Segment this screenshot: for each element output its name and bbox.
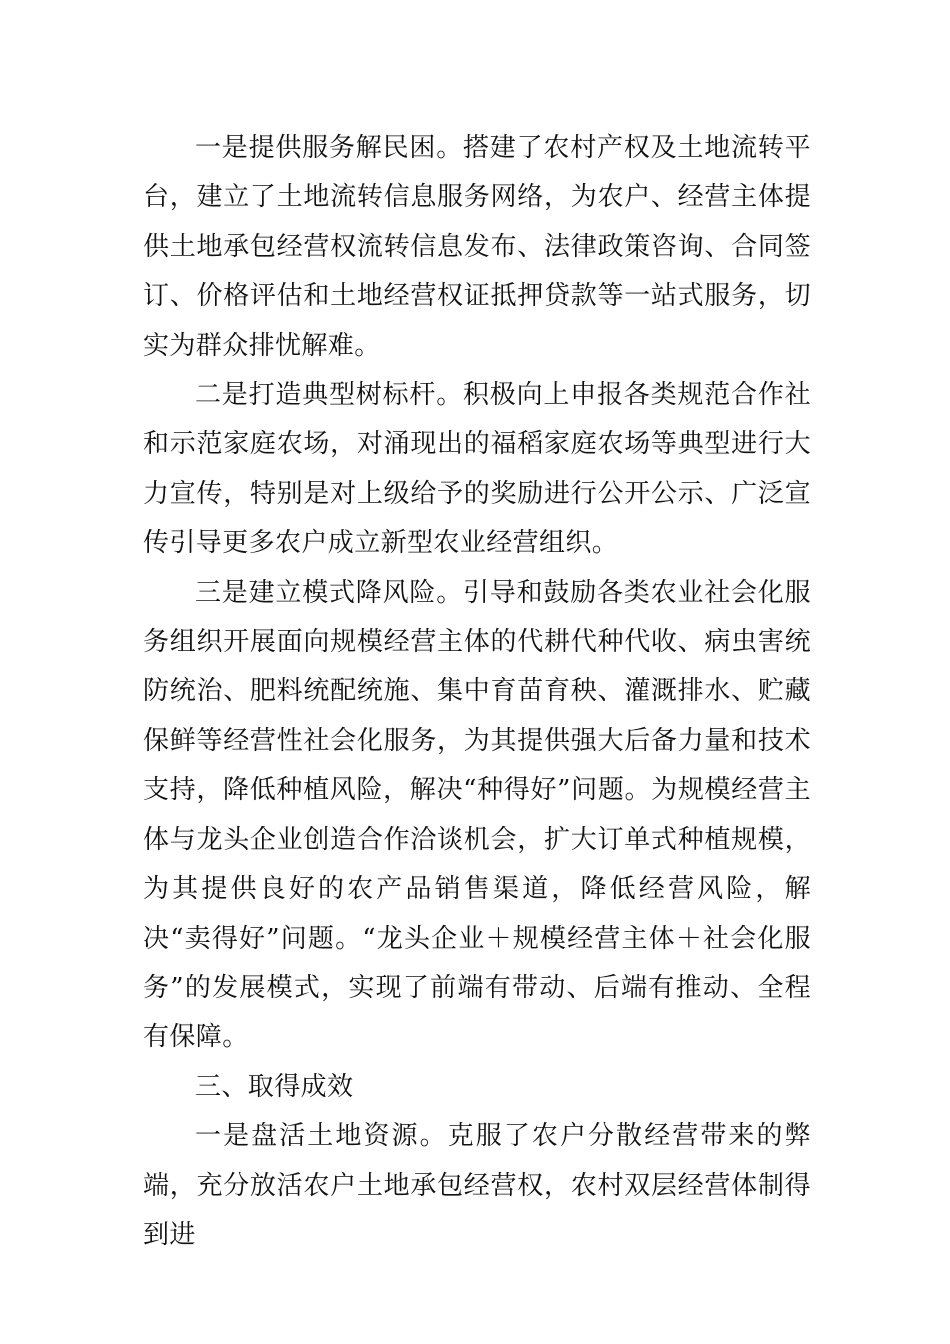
paragraph-provide-services: 一是提供服务解民困。搭建了农村产权及土地流转平台，建立了土地流转信息服务网络，为农户、经营主体提供土地承包经营权流转信息发布、法律政策咨询、合同签订、价格评估和土地经营权证抵押贷款等一站式服务，切实为群众排忧解难。: [143, 133, 811, 361]
paragraph-land-resources: 一是盘活土地资源。克服了农户分散经营带来的弊端，充分放活农户土地承包经营权，农村双层经营体制得到进: [143, 1121, 811, 1250]
section-heading-results: 三、取得成效: [195, 1071, 354, 1102]
paragraph-build-models: 二是打造典型树标杆。积极向上申报各类规范合作社和示范家庭农场，对涌现出的福稻家庭农场等典型进行大力宣传，特别是对上级给予的奖励进行公开公示、广泛宣传引导更多农户成立新型农业经营组织。: [143, 380, 811, 559]
paragraph-reduce-risk: 三是建立模式降风险。引导和鼓励各类农业社会化服务组织开展面向规模经营主体的代耕代种代收、病虫害统防统治、肥料统配统施、集中育苗育秧、灌溉排水、贮藏保鲜等经营性社会化服务，为其提供强大后备力量和技术支持，降低种植风险，解决“种得好”问题。为规模经营主体与龙头企业创造合作洽谈机会，扩大订单式种植规模，为其提供良好的农产品销售渠道，降低经营风险，解决“卖得好”问题。“龙头企业＋规模经营主体＋社会化服务”的发展模式，实现了前端有带动、后端有推动、全程有保障。: [143, 577, 811, 1053]
document-body: [143, 124, 811, 1260]
